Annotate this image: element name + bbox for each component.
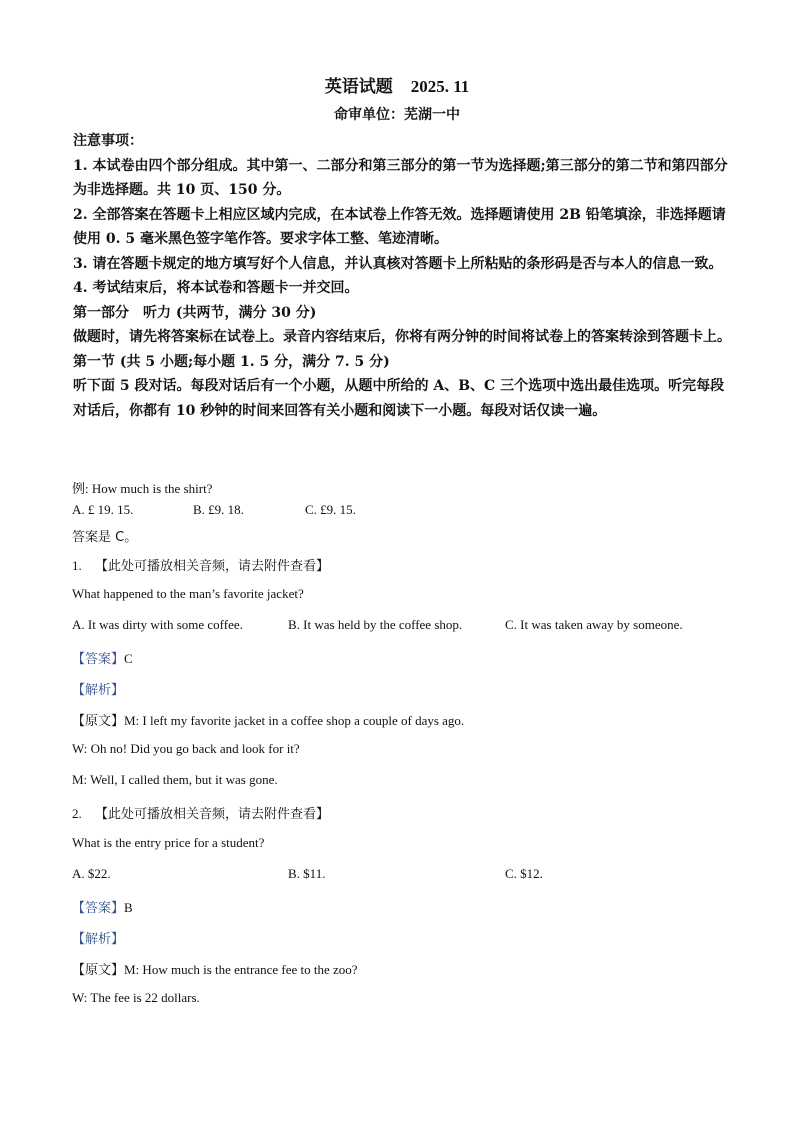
- q2-question: What is the entry price for a student?: [72, 835, 265, 850]
- q2-answer: B: [124, 900, 133, 915]
- q1-transcript-line-1: [72, 710, 464, 729]
- page-title: [0, 72, 794, 97]
- example-option-a: A. £ 19. 15.: [72, 502, 134, 517]
- q1-number: 1.: [72, 558, 82, 573]
- example-question: 例: How much is the shirt?: [72, 481, 213, 496]
- author-line: 命审单位：芜湖一中: [334, 107, 460, 123]
- q1-header: [72, 555, 329, 574]
- note-item-4: 4. 考试结束后，将本试卷和答题卡一并交回。: [73, 280, 359, 296]
- q1-transcript-line-2: W: Oh no! Did you go back and look for it?: [72, 741, 300, 756]
- example-answer: 答案是 C。: [72, 530, 138, 545]
- q2-transcript-line-1: [72, 959, 358, 978]
- note-item-3: 3. 请在答题卡规定的地方填写好个人信息，并认真核对答题卡上所粘贴的条形码是否与本人的信息一致。: [73, 255, 723, 272]
- section1-heading: 第一节 (共 5 小题;每小题 1. 5 分，满分 7. 5 分): [73, 353, 390, 370]
- q1-answer: C: [124, 651, 133, 666]
- q2-audio-note[interactable]: 【此处可播放相关音频，请去附件查看】: [95, 807, 330, 822]
- title-text: 英语试题: [324, 77, 393, 97]
- q2-number: 2.: [72, 806, 82, 821]
- title-year: 2025. 11: [410, 77, 470, 96]
- q1-audio-note[interactable]: 【此处可播放相关音频，请去附件查看】: [95, 559, 330, 574]
- example-option-c: C. £9. 15.: [305, 502, 356, 517]
- notes-block: [73, 129, 733, 423]
- q2-answer-line: [72, 897, 133, 916]
- q2-answer-tag: 【答案】: [72, 901, 125, 916]
- q1-answer-line: [72, 648, 133, 667]
- q2-transcript-line-2: W: The fee is 22 dollars.: [72, 990, 200, 1005]
- q1-transcript-text-1: M: I left my favorite jacket in a coffee shop a couple of days ago.: [124, 713, 465, 728]
- part1-heading: 第一部分 听力 (共两节，满分 30 分): [73, 304, 317, 321]
- q2-option-a: A. $22.: [72, 866, 111, 881]
- q1-option-c: C. It was taken away by someone.: [505, 617, 683, 632]
- q1-option-b: B. It was held by the coffee shop.: [288, 617, 463, 632]
- q2-analysis-line: [72, 928, 124, 947]
- q2-header: [72, 803, 329, 822]
- q1-transcript-line-3: M: Well, I called them, but it was gone.: [72, 772, 278, 787]
- q2-transcript-text-1: M: How much is the entrance fee to the zoo?: [124, 962, 358, 977]
- q1-analysis-tag: 【解析】: [72, 683, 125, 698]
- q2-transcript-tag: 【原文】: [72, 963, 125, 978]
- example-option-b: B. £9. 18.: [193, 502, 244, 517]
- q2-analysis-tag: 【解析】: [72, 932, 125, 947]
- q1-analysis-line: [72, 679, 124, 698]
- q1-option-a: A. It was dirty with some coffee.: [72, 617, 243, 632]
- q1-question: What happened to the man’s favorite jacket?: [72, 586, 304, 601]
- note-item-2: 2. 全部答案在答题卡上相应区域内完成，在本试卷上作答无效。选择题请使用 2B 铅笔填涂，非选择题请使用 0. 5 毫米黑色签字笔作答。要求字体工整、笔迹清晰。: [73, 206, 726, 247]
- part1-instruction: 做题时，请先将答案标在试卷上。录音内容结束后，你将有两分钟的时间将试卷上的答案转涂到答题卡上。: [73, 329, 731, 345]
- notes-heading: 注意事项：: [73, 133, 143, 149]
- section1-instruction: 听下面 5 段对话。每段对话后有一个小题，从题中所给的 A、B、C 三个选项中选出最佳选项。听完每段对话后，你都有 10 秒钟的时间来回答有关小题和阅读下一小题。每段对话仅读一遍。: [73, 378, 725, 419]
- note-item-1: 1. 本试卷由四个部分组成。其中第一、二部分和第三部分的第一节为选择题;第三部分的第二节和第四部分为非选择题。共 10 页、150 分。: [73, 157, 728, 198]
- q2-option-c: C. $12.: [505, 866, 543, 881]
- q1-answer-tag: 【答案】: [72, 652, 125, 667]
- q1-transcript-tag: 【原文】: [72, 714, 125, 729]
- q2-option-b: B. $11.: [288, 866, 326, 881]
